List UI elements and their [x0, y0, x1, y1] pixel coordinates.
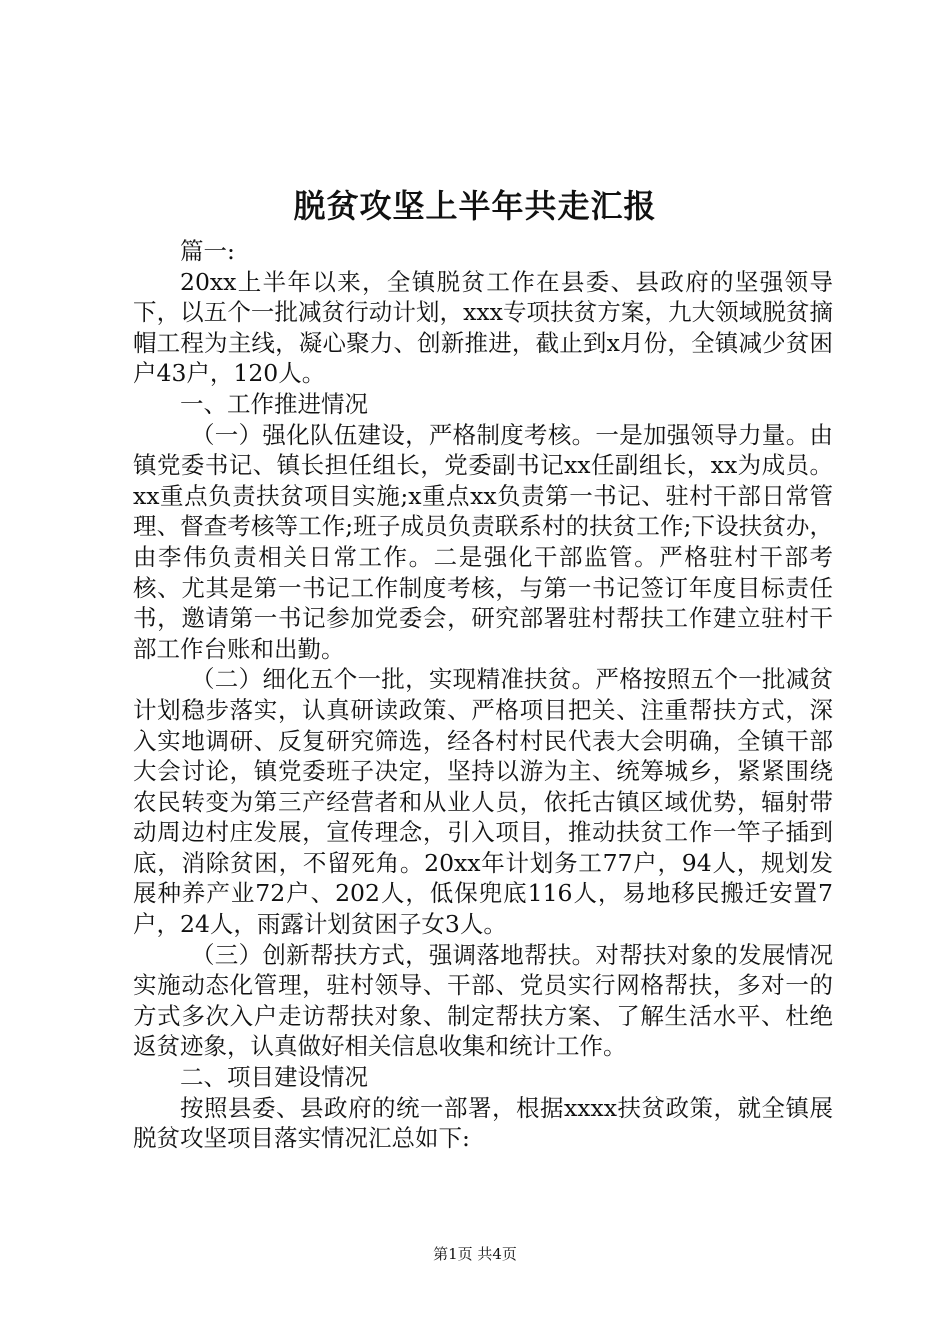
- page-number-footer: 第1页 共4页: [433, 1245, 517, 1263]
- paragraph-project-summary: 按照县委、县政府的统一部署，根据xxxx扶贫政策，就全镇展脱贫攻坚项目落实情况汇总如下:: [133, 1093, 833, 1153]
- paragraph-intro: 20xx上半年以来，全镇脱贫工作在县委、县政府的坚强领导下，以五个一批减贫行动计划，xxx专项扶贫方案，九大领域脱贫摘帽工程为主线，凝心聚力、创新推进，截止到x月份，全镇减少贫困户43户，120人。: [133, 267, 833, 388]
- paragraph-five-batches: （二）细化五个一批，实现精准扶贫。严格按照五个一批减贫计划稳步落实，认真研读政策、严格项目把关、注重帮扶方式，深入实地调研、反复研究筛选，经各村村民代表大会明确，全镇干部大会讨论，镇党委班子决定，坚持以游为主、统筹城乡，紧紧围绕农民转变为第三产经营者和从业人员，依托古镇区域优势，辐射带动周边村庄发展，宣传理念，引入项目，推动扶贫工作一竿子插到底，消除贫困，不留死角。20xx年计划务工77户，94人，规划发展种养产业72户、202人，低保兜底116人，易地移民搬迁安置7户，24人，雨露计划贫困子女3人。: [133, 665, 833, 939]
- paragraph-team-building: （一）强化队伍建设，严格制度考核。一是加强领导力量。由镇党委书记、镇长担任组长，党委副书记xx任副组长，xx为成员。xx重点负责扶贫项目实施;x重点xx负责第一书记、驻村干部日常管理、督查考核等工作;班子成员负责联系村的扶贫工作;下设扶贫办，由李伟负责相关日常工作。二是强化干部监管。严格驻村干部考核、尤其是第一书记工作制度考核，与第一书记签订年度目标责任书，邀请第一书记参加党委会，研究部署驻村帮扶工作建立驻村干部工作台账和出勤。: [133, 420, 833, 663]
- document-body: [133, 236, 833, 1154]
- document-title: 脱贫攻坚上半年共走汇报: [293, 187, 657, 225]
- heading-project-construction: 二、项目建设情况: [180, 1063, 368, 1092]
- heading-work-progress: 一、工作推进情况: [180, 389, 368, 418]
- paragraph-assistance-methods: （三）创新帮扶方式，强调落地帮扶。对帮扶对象的发展情况实施动态化管理，驻村领导、干部、党员实行网格帮扶，多对一的方式多次入户走访帮扶对象、制定帮扶方案、了解生活水平、杜绝返贫迹象，认真做好相关信息收集和统计工作。: [133, 940, 833, 1061]
- paragraph-section-label: 篇一:: [180, 237, 235, 265]
